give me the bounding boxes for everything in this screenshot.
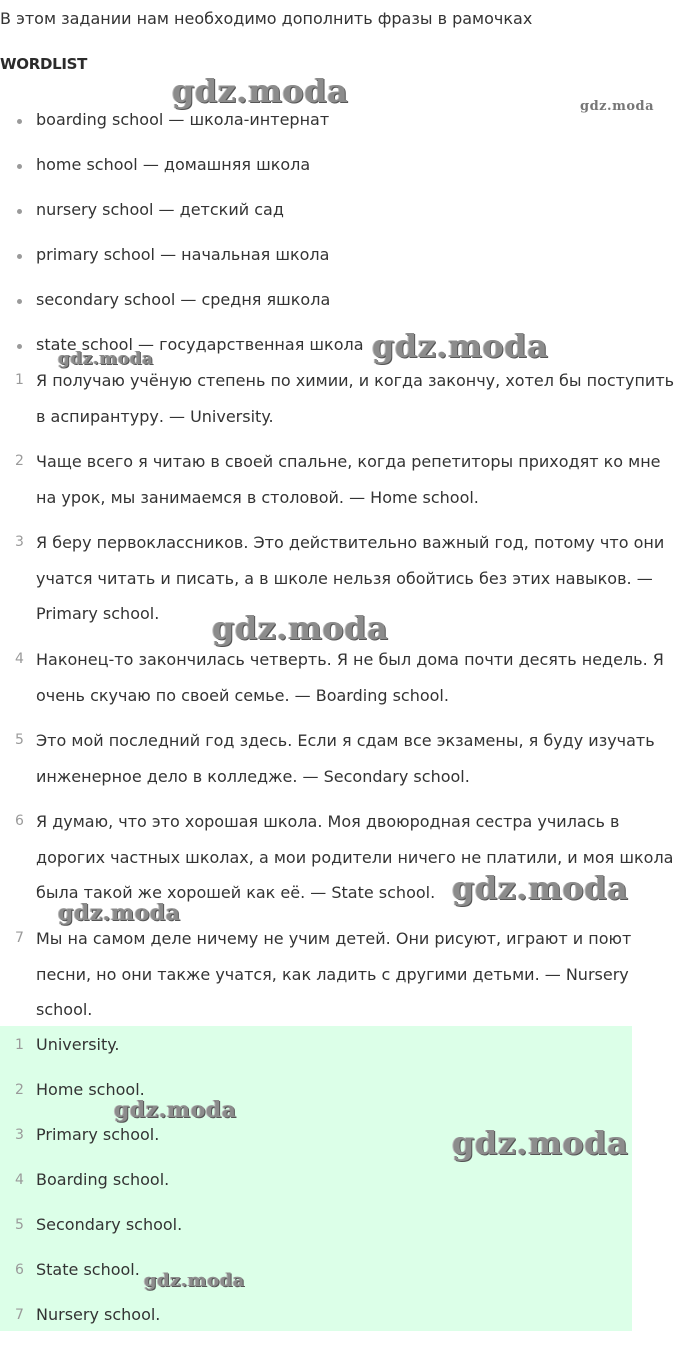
watermark: gdz.moda: [58, 900, 181, 926]
answer-item: 1 University.: [15, 1035, 120, 1054]
wordlist-heading: WORDLIST: [0, 55, 88, 73]
watermark: gdz.moda: [58, 349, 154, 369]
bullet-icon: [17, 299, 22, 304]
bullet-icon: [17, 119, 22, 124]
answer-item: 3 Primary school.: [15, 1125, 160, 1144]
answer-item: 7 Nursery school.: [15, 1305, 161, 1324]
answer-item: 6 State school.: [15, 1260, 140, 1279]
bullet-icon: [17, 344, 22, 349]
watermark: gdz.moda: [452, 1124, 629, 1162]
watermark: gdz.moda: [580, 99, 655, 114]
watermark: gdz.moda: [144, 1270, 245, 1291]
bullet-icon: [17, 164, 22, 169]
watermark: gdz.moda: [372, 327, 549, 365]
watermark: gdz.moda: [172, 72, 349, 110]
answers-box: [0, 1026, 632, 1331]
bullet-icon: [17, 209, 22, 214]
answer-item: 2 Home school.: [15, 1080, 145, 1099]
answer-item: 5 Secondary school.: [15, 1215, 183, 1234]
answer-item: 4 Boarding school.: [15, 1170, 170, 1189]
watermark: gdz.moda: [452, 869, 629, 907]
intro-text: В этом задании нам необходимо дополнить фразы в рамочках: [0, 9, 533, 28]
watermark: gdz.moda: [114, 1097, 237, 1123]
bullet-icon: [17, 254, 22, 259]
watermark: gdz.moda: [212, 609, 389, 647]
